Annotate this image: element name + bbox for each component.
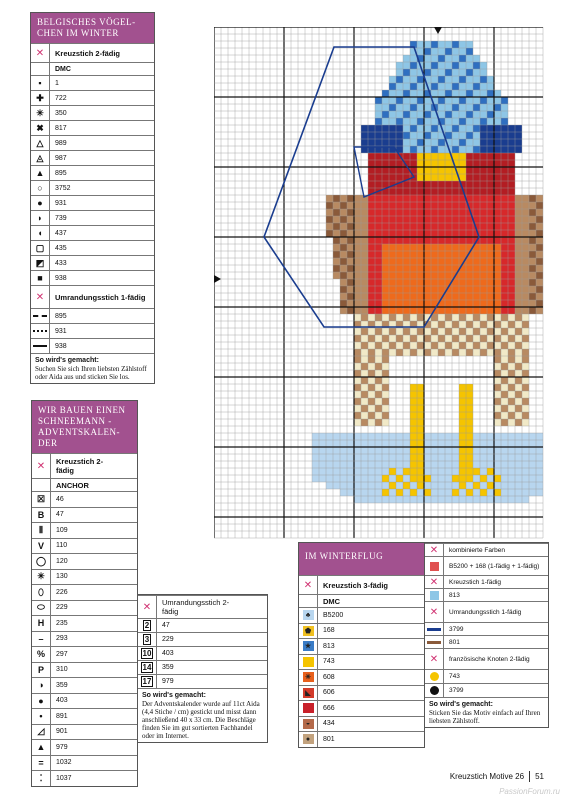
code-label: 938 (55, 274, 67, 282)
legend-row (425, 683, 548, 697)
legend-row (32, 522, 137, 538)
code-label: 931 (55, 199, 67, 207)
code-label: 938 (55, 342, 67, 350)
number-2-icon: 2 (138, 619, 157, 632)
code-label: 608 (323, 673, 335, 681)
code-label: 350 (55, 109, 67, 117)
legend-row (425, 622, 548, 635)
code-label: 47 (56, 511, 64, 519)
code-label: 1 (55, 79, 59, 87)
x-icon: ✕ (299, 576, 318, 594)
code-label: 110 (56, 542, 68, 550)
legend-row (138, 646, 267, 660)
brand-label: DMC (55, 65, 71, 73)
watermark: PassionForum.ru (499, 787, 560, 796)
square-outline-icon: ▢ (31, 241, 50, 255)
legend-row (32, 538, 137, 554)
legend-row (31, 338, 154, 353)
code-label: 979 (56, 743, 68, 751)
legend-row (138, 660, 267, 674)
code-label: 297 (56, 650, 68, 658)
footer-divider (529, 771, 530, 782)
h-letter-icon: H (32, 616, 51, 631)
legend-row (31, 180, 154, 195)
code-label: 235 (56, 619, 68, 627)
legend-row (31, 225, 154, 240)
number-10-icon: 10 (138, 647, 157, 660)
boot-icon: ◣ (299, 686, 318, 701)
instructions (138, 688, 267, 742)
circle-filled-icon: ● (31, 196, 50, 210)
code-label: 739 (55, 214, 67, 222)
legend-row (32, 569, 137, 585)
triangle-dotted-icon: ◬ (31, 151, 50, 165)
code-label: 813 (323, 642, 335, 650)
code-label: 293 (56, 635, 68, 643)
legend-panel-belgian-bird (30, 12, 155, 384)
half-circle-icon: ◑ (32, 678, 51, 693)
legend-row (299, 716, 424, 732)
panel-heading: BELGISCHES VÖGEL-CHEN IM WINTER (31, 13, 154, 43)
code-label: 437 (55, 229, 67, 237)
code-label: 226 (56, 588, 68, 596)
page-footer (450, 771, 544, 782)
plus-icon: ✚ (31, 91, 50, 105)
equals-icon: = (32, 756, 51, 771)
panel-heading: WIR BAUEN EINEN SCHNEEMANN - ADVENTSKALEN-DER (32, 401, 137, 453)
red-square-icon (299, 701, 318, 716)
code-label: 722 (55, 94, 67, 102)
code-label: 931 (55, 327, 67, 335)
legend-row (425, 635, 548, 648)
x-icon: ✕ (425, 649, 444, 669)
legend-panel-outline-stitch (137, 594, 268, 743)
stitch-label: Kreuzstich 2-fädig (56, 457, 104, 475)
circle-filled-icon: ● (299, 732, 318, 747)
code-label: 1037 (56, 774, 72, 782)
chart-grid (214, 27, 544, 542)
legend-panel-snowman (31, 400, 138, 787)
code-label: 3799 (449, 687, 464, 694)
magazine-title: Kreuzstich Motive 26 (449, 772, 525, 781)
legend-row (299, 623, 424, 639)
code-label: 229 (162, 636, 174, 643)
legend-row (31, 240, 154, 255)
triangle-square-icon (425, 589, 444, 601)
code-label: 895 (55, 312, 67, 320)
code-label: 743 (323, 658, 335, 666)
dash-line-icon (31, 309, 50, 323)
instructions-text: Sticken Sie das Motiv einfach auf Ihren liebsten Zählstoff. (429, 709, 541, 725)
code-label: 229 (56, 604, 68, 612)
legend-row (138, 632, 267, 646)
asterisk-icon: ✳ (32, 570, 51, 585)
x-icon: ✕ (425, 576, 444, 588)
code-label: 895 (55, 169, 67, 177)
code-label: 1032 (56, 759, 72, 767)
code-label: 130 (56, 573, 68, 581)
combined-x-icon: ✕ (425, 544, 444, 556)
legend-row (425, 669, 548, 683)
legend-row (32, 708, 137, 724)
legend-row (32, 755, 137, 771)
page-number: 51 (535, 772, 544, 781)
x-icon: ✕ (31, 286, 50, 308)
code-label: B5200 (323, 611, 344, 619)
stitch-label: Kreuzstich 2-fädig (55, 48, 121, 58)
circle-filled-icon: ● (32, 694, 51, 709)
code-label: 109 (56, 526, 68, 534)
legend-row (31, 75, 154, 90)
legend-row (299, 607, 424, 623)
x-icon: ✖ (31, 121, 50, 135)
triangle-slash-icon: ◿ (32, 725, 51, 740)
legend-row (31, 150, 154, 165)
x-icon: ✕ (31, 44, 50, 62)
oval-icon: ⬯ (32, 585, 51, 600)
legend-panel-winter-flight (298, 542, 425, 748)
number-17-icon: 17 (138, 675, 157, 688)
legend-row (32, 693, 137, 709)
code-label: 433 (55, 259, 67, 267)
instructions-title: So wird's gemacht: (429, 701, 493, 708)
legend-row (425, 556, 548, 575)
code-label: 3799 (449, 625, 464, 633)
legend-row (425, 601, 548, 622)
x-icon: ✕ (32, 454, 51, 478)
code-label: französische Knoten 2-fädig (449, 655, 530, 663)
legend-row (31, 135, 154, 150)
legend-row (31, 210, 154, 225)
legend-row (32, 631, 137, 647)
colon-icon: ⁚ (32, 771, 51, 786)
quarter-circle-icon: ◖ (31, 226, 50, 240)
legend-row (31, 165, 154, 180)
legend-row (32, 739, 137, 755)
code-label: 891 (56, 712, 68, 720)
code-label: B5200 + 168 (1-fädig + 1-fädig) (449, 562, 540, 570)
p-letter-icon: P (32, 663, 51, 678)
brand-label: ANCHOR (56, 480, 89, 490)
code-label: 3752 (55, 184, 71, 192)
brand-label: DMC (323, 596, 341, 606)
code-label: 359 (162, 664, 174, 671)
half-circle-icon: ◒ (299, 717, 318, 732)
legend-row (32, 553, 137, 569)
instructions (425, 697, 548, 727)
legend-row (32, 507, 137, 523)
x-icon: ✕ (138, 596, 157, 618)
legend-row (31, 120, 154, 135)
pill-icon: ⬭ (32, 601, 51, 616)
circle-outline-icon: ○ (31, 181, 50, 195)
legend-row (299, 685, 424, 701)
legend-row (31, 195, 154, 210)
b-letter-icon: B (32, 508, 51, 523)
combined-square-icon (425, 557, 444, 575)
code-label: 46 (56, 495, 64, 503)
triangle-filled-icon: ▲ (31, 166, 50, 180)
legend-row (31, 308, 154, 323)
instructions-text: Suchen Sie sich Ihren liebsten Zählstoff oder Aida aus und sticken Sie los. (35, 365, 147, 381)
black-dot-icon (425, 684, 444, 697)
code-label: 120 (56, 557, 68, 565)
yellow-dot-icon (425, 670, 444, 683)
instructions (31, 353, 154, 383)
legend-row (32, 770, 137, 786)
legend-row (425, 575, 548, 588)
asterisk-icon: ✳ (299, 670, 318, 685)
code-label: 606 (323, 689, 335, 697)
dotted-line-icon (31, 324, 50, 338)
small-square-icon: ▪ (31, 76, 50, 90)
legend-row (32, 584, 137, 600)
x-icon: ✕ (425, 602, 444, 622)
code-label: 403 (162, 650, 174, 657)
legend-row (138, 674, 267, 688)
half-circle-icon: ◗ (31, 211, 50, 225)
legend-row (299, 654, 424, 670)
square-filled-icon: ■ (31, 271, 50, 285)
triangle-outline-icon: △ (31, 136, 50, 150)
cross-stitch-chart (214, 27, 544, 542)
code-label: 359 (56, 681, 68, 689)
legend-row (31, 323, 154, 338)
legend-row (299, 731, 424, 747)
triangle-filled-icon: ▲ (32, 740, 51, 755)
percent-icon: % (32, 647, 51, 662)
club-icon: ♣ (299, 608, 318, 623)
legend-row (299, 700, 424, 716)
legend-row (32, 491, 137, 507)
code-label: 989 (55, 139, 67, 147)
instructions-title: So wird's gemacht: (35, 357, 99, 364)
legend-row (31, 255, 154, 270)
brown-line-icon (425, 636, 444, 648)
stitch-label: Kreuzstich 3-fädig (323, 580, 389, 590)
code-label: 979 (162, 678, 174, 685)
legend-row (138, 618, 267, 632)
legend-row (425, 543, 548, 556)
code-label: 813 (449, 591, 460, 599)
bars-icon: ⦀ (32, 523, 51, 538)
code-label: 801 (449, 638, 460, 646)
code-label: 435 (55, 244, 67, 252)
code-label: 434 (323, 720, 335, 728)
blue-line-icon (425, 623, 444, 635)
instructions-title: So wird's gemacht: (142, 692, 206, 699)
code-label: 666 (323, 704, 335, 712)
code-label: 403 (56, 697, 68, 705)
dash-icon: – (32, 632, 51, 647)
dot-icon: • (32, 709, 51, 724)
yellow-square-icon (299, 655, 318, 670)
code-label: 47 (162, 622, 170, 629)
legend-row (31, 90, 154, 105)
legend-row (32, 600, 137, 616)
v-letter-icon: V (32, 539, 51, 554)
code-label: 987 (55, 154, 67, 162)
legend-row (32, 724, 137, 740)
legend-panel-extras (424, 542, 549, 728)
legend-row (31, 270, 154, 285)
code-label: 310 (56, 666, 68, 674)
legend-row (425, 648, 548, 669)
legend-row (32, 662, 137, 678)
instructions-text: Der Adventskalender wurde auf 11ct Aida (4,4 Stiche / cm) gestickt und misst dann anschließend 40 x 33 cm. Die Beschläge finden Sie im gut sortierten Fachhandel oder im Internet. (142, 700, 260, 740)
number-3-icon: 3 (138, 633, 157, 646)
outline-label: Umrandungsstich 2-fädig (162, 598, 230, 616)
code-label: kombinierte Farben (449, 546, 505, 554)
shield-icon: ⬟ (299, 624, 318, 639)
code-label: 743 (449, 673, 460, 680)
code-label: 817 (55, 124, 67, 132)
legend-row (32, 615, 137, 631)
asterisk-icon: ✳ (31, 106, 50, 120)
panel-heading: IM WINTERFLUG (299, 543, 424, 575)
outline-label: Umrandungsstich 1-fädig (55, 292, 146, 302)
code-label: Kreuzstich 1-fädig (449, 578, 502, 586)
legend-row (299, 669, 424, 685)
star-icon: ★ (299, 639, 318, 654)
legend-row (31, 105, 154, 120)
code-label: 801 (323, 735, 335, 743)
number-14-icon: 14 (138, 661, 157, 674)
legend-row (32, 677, 137, 693)
code-label: Umrandungsstich 1-fädig (449, 608, 522, 616)
square-diagonal-icon: ◩ (31, 256, 50, 270)
circle-outline-icon: ◯ (32, 554, 51, 569)
x-box-icon: ☒ (32, 492, 51, 507)
solid-line-icon (31, 339, 50, 353)
code-label: 901 (56, 728, 68, 736)
legend-row (299, 638, 424, 654)
legend-row (32, 646, 137, 662)
legend-row (425, 588, 548, 601)
code-label: 168 (323, 627, 335, 635)
